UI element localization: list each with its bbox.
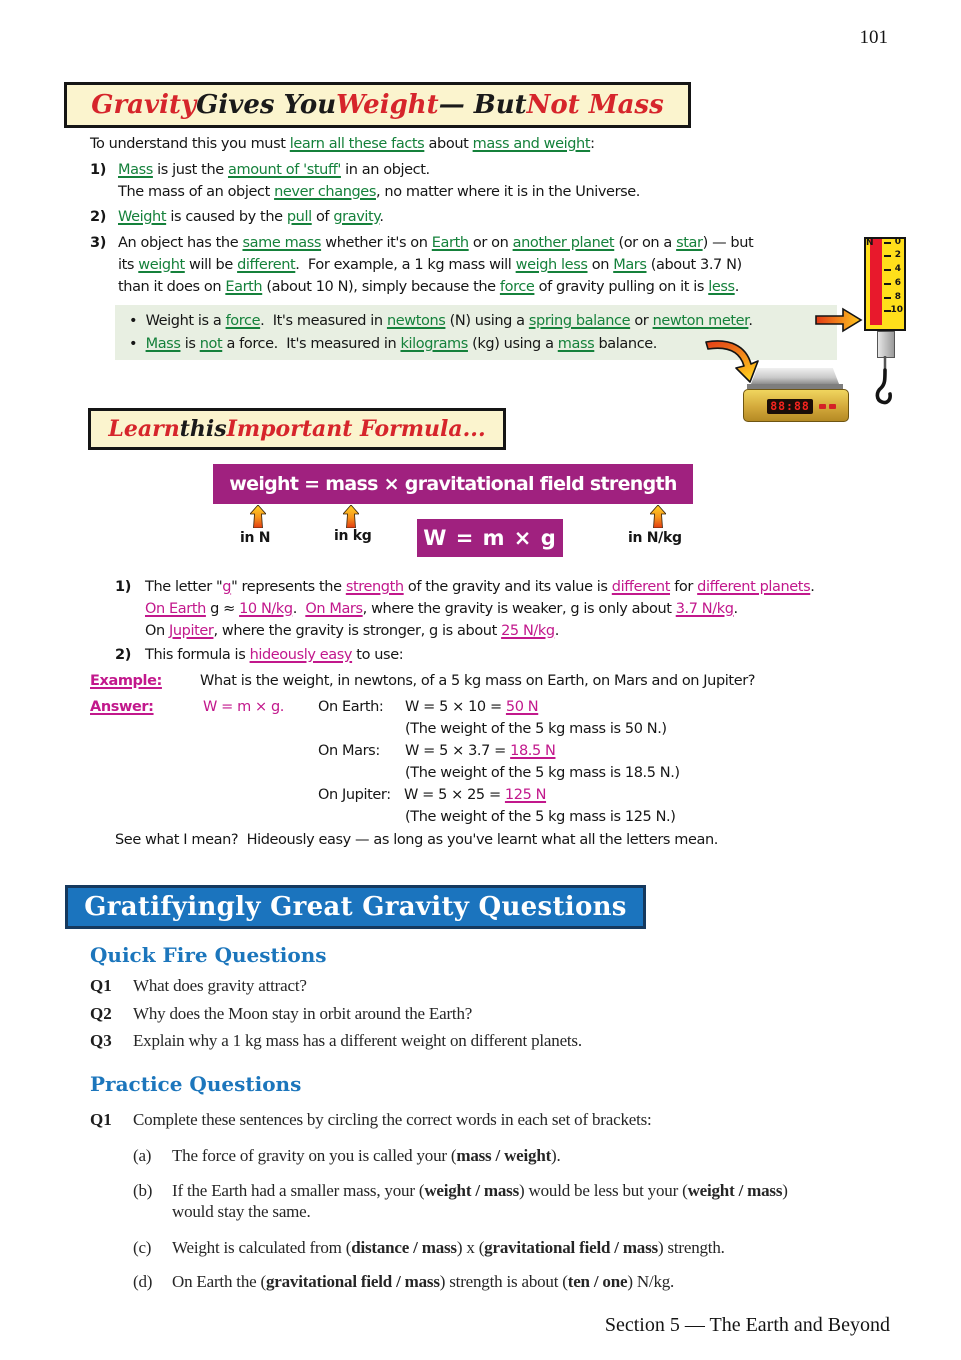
- answer-equation: W = 5 × 25 = 125 N: [404, 787, 547, 803]
- formula-section-title: Learn this Important Formula...: [88, 408, 506, 450]
- answer-location: On Jupiter:: [318, 787, 391, 803]
- meter-tick: [884, 283, 891, 285]
- bullet-line: • Mass is not a force. It's measured in kilograms (kg) using a mass balance.: [129, 336, 658, 352]
- sub-question-text: On Earth the (gravitational field / mass) strength is about (ten / one) N/kg.: [172, 1272, 675, 1291]
- page-title: Gravity Gives You Weight — But Not Mass: [64, 82, 691, 128]
- practice-heading: Practice Questions: [90, 1072, 302, 1096]
- example-question: What is the weight, in newtons, of a 5 kg mass on Earth, on Mars and on Jupiter?: [200, 673, 756, 689]
- meter-tick: [884, 297, 891, 299]
- fact-line: The mass of an object never changes, no matter where it is in the Universe.: [118, 184, 641, 200]
- fact-line: Mass is just the amount of 'stuff' in an object.: [118, 162, 430, 178]
- meter-tick-label: 10: [890, 305, 903, 315]
- sub-question-text: Weight is calculated from (distance / mass) x (gravitational field / mass) strength.: [172, 1238, 725, 1257]
- g-point-line: This formula is hideously easy to use:: [145, 647, 404, 663]
- arrow-up-icon: [650, 505, 666, 528]
- fact-line: than it does on Earth (about 10 N), simply because the force of gravity pulling on it is less.: [118, 279, 739, 295]
- question-number: Q1: [90, 1110, 112, 1129]
- question-text: Explain why a 1 kg mass has a different weight on different planets.: [133, 1031, 582, 1050]
- closing-remark: See what I mean? Hideously easy — as long as you've learnt what all the letters mean.: [115, 832, 719, 848]
- sub-question-label: (c): [133, 1238, 152, 1257]
- bullet-line: • Weight is a force. It's measured in newtons (N) using a spring balance or newton meter.: [129, 313, 753, 329]
- g-point-number: 1): [115, 579, 131, 595]
- hook-icon: [872, 356, 898, 408]
- meter-unit-label: N: [866, 238, 874, 248]
- meter-body: [864, 237, 906, 331]
- quick-fire-heading: Quick Fire Questions: [90, 943, 327, 967]
- fact-number: 1): [90, 162, 106, 178]
- fact-line: its weight will be different. For example, a 1 kg mass will weigh less on Mars (about 3.7 N): [118, 257, 742, 273]
- scale-platform: [751, 368, 839, 384]
- formula-short-box: W = m × g: [417, 519, 563, 557]
- answer-equation: W = 5 × 3.7 = 18.5 N: [405, 743, 556, 759]
- meter-tick: [884, 269, 891, 271]
- arrow-right-icon: [814, 306, 864, 334]
- question-number: Q2: [90, 1004, 112, 1023]
- arrow-up-icon: [343, 505, 359, 528]
- fact-line: An object has the same mass whether it's on Earth or on another planet (or on a star) — but: [118, 235, 754, 251]
- g-point-line: On Jupiter, where the gravity is stronger, g is about 25 N/kg.: [145, 623, 559, 639]
- meter-tick-label: 8: [894, 292, 901, 302]
- meter-tick: [884, 255, 891, 257]
- meter-tick-label: 0: [894, 237, 901, 247]
- answer-label: Answer:: [90, 699, 154, 715]
- sub-question-text: If the Earth had a smaller mass, your (weight / mass) would be less but your (weight / mass): [172, 1181, 788, 1200]
- section-footer: Section 5 — The Earth and Beyond: [604, 1314, 890, 1336]
- g-point-number: 2): [115, 647, 131, 663]
- sub-question-label: (d): [133, 1272, 153, 1291]
- scale-display: 88:88: [767, 399, 813, 414]
- scale-button: [829, 404, 836, 409]
- answer-location: On Mars:: [318, 743, 380, 759]
- question-text: Why does the Moon stay in orbit around the Earth?: [133, 1004, 473, 1023]
- fact-line: Weight is caused by the pull of gravity.: [118, 209, 384, 225]
- sub-question-text: The force of gravity on you is called your (mass / weight).: [172, 1146, 561, 1165]
- answer-note: (The weight of the 5 kg mass is 125 N.): [405, 809, 676, 825]
- questions-banner: Gratifyingly Great Gravity Questions: [65, 885, 646, 929]
- mass-balance-illustration: [743, 366, 848, 424]
- example-label: Example:: [90, 673, 162, 689]
- sub-question-text: would stay the same.: [172, 1202, 311, 1221]
- unit-label-n: in N: [240, 530, 271, 546]
- scale-button: [819, 404, 826, 409]
- fact-number: 3): [90, 235, 106, 251]
- question-number: Q3: [90, 1031, 112, 1050]
- unit-label-kg: in kg: [334, 528, 372, 544]
- fact-number: 2): [90, 209, 106, 225]
- meter-tick-label: 4: [894, 264, 901, 274]
- g-point-line: On Earth g ≈ 10 N/kg. On Mars, where the gravity is weaker, g is only about 3.7 N/kg.: [145, 601, 738, 617]
- answer-equation: W = 5 × 10 = 50 N: [405, 699, 539, 715]
- newton-meter-illustration: [864, 237, 910, 407]
- question-number: Q1: [90, 976, 112, 995]
- intro-text: To understand this you must learn all these facts about mass and weight:: [90, 136, 595, 152]
- meter-tick-label: 6: [894, 278, 901, 288]
- meter-plunger: [877, 331, 895, 358]
- arrow-up-icon: [250, 505, 266, 528]
- meter-tick: [884, 242, 891, 244]
- answer-note: (The weight of the 5 kg mass is 18.5 N.): [405, 765, 680, 781]
- sub-question-label: (a): [133, 1146, 152, 1165]
- sub-question-label: (b): [133, 1181, 153, 1200]
- unit-label-nkg: in N/kg: [628, 530, 682, 546]
- g-point-line: The letter "g" represents the strength of the gravity and its value is different for different planets.: [145, 579, 815, 595]
- meter-tick-label: 2: [894, 250, 901, 260]
- meter-red-indicator: [870, 239, 882, 325]
- formula-bar: weight = mass × gravitational field strength: [213, 464, 693, 504]
- answer-note: (The weight of the 5 kg mass is 50 N.): [405, 721, 667, 737]
- page-number: 101: [859, 27, 888, 48]
- answer-formula: W = m × g.: [203, 699, 285, 715]
- question-text: What does gravity attract?: [133, 976, 307, 995]
- answer-location: On Earth:: [318, 699, 384, 715]
- question-text: Complete these sentences by circling the correct words in each set of brackets:: [133, 1110, 652, 1129]
